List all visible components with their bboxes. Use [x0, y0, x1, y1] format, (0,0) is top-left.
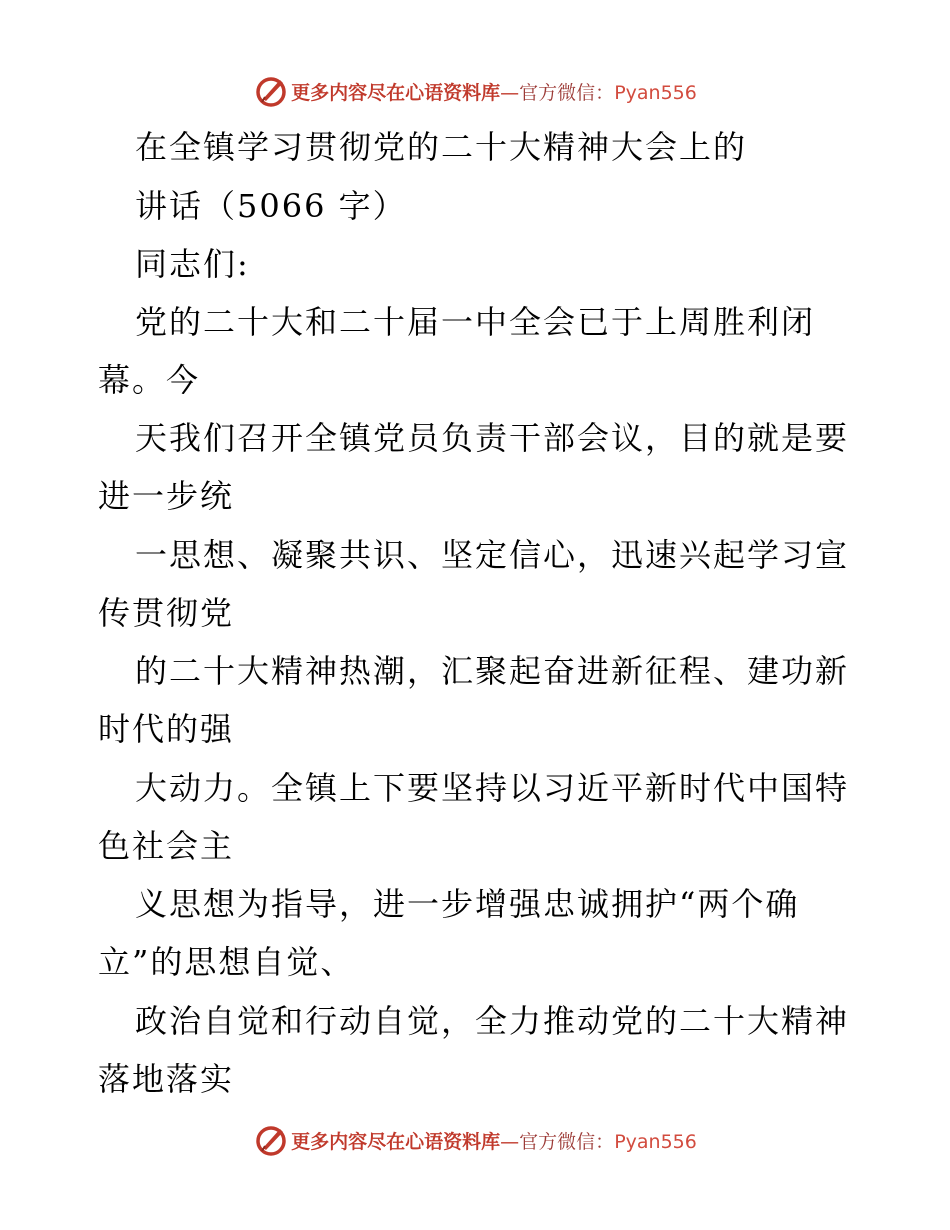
paragraph-line: 色社会主 [98, 827, 235, 865]
banner-dash: — [500, 1130, 520, 1153]
paragraph-line: 大动力。全镇上下要坚持以习近平新时代中国特 [135, 769, 850, 807]
paragraph-line: 义思想为指导，进一步增强忠诚拥护“两个确 [135, 885, 800, 923]
doc-title-line-2: 讲话（5066 字） [135, 187, 407, 225]
banner-wechat-label: 官方微信： [519, 1130, 615, 1153]
paragraph-line: 幕。今 [98, 361, 201, 399]
paragraph-line: 时代的强 [98, 710, 235, 748]
footer-watermark [0, 1120, 950, 1160]
paragraph-line: 党的二十大和二十届一中全会已于上周胜利闭 [135, 303, 816, 341]
paragraph-line: 立”的思想自觉、 [98, 943, 355, 981]
banner-wechat-id: Pyan556 [614, 1130, 697, 1153]
paragraph-line: 天我们召开全镇党员负责干部会议，目的就是要 [135, 419, 850, 457]
quill-logo-icon [253, 73, 289, 109]
paragraph-line: 一思想、凝聚共识、坚定信心，迅速兴起学习宣 [135, 536, 850, 574]
paragraph-line: 进一步统 [98, 477, 235, 515]
paragraph-line: 传贯彻党 [98, 594, 235, 632]
doc-title-line-1: 在全镇学习贯彻党的二十大精神大会上的 [135, 128, 748, 166]
banner-wechat-id: Pyan556 [614, 81, 697, 104]
paragraph-line: 落地落实 [98, 1060, 235, 1098]
salutation: 同志们: [135, 245, 250, 283]
paragraph-line: 政治自觉和行动自觉，全力推动党的二十大精神 [135, 1002, 850, 1040]
quill-logo-icon [253, 1122, 289, 1158]
banner-site-name: 更多内容尽在心语资料库 [291, 1130, 501, 1153]
banner-wechat-label: 官方微信： [519, 81, 615, 104]
banner-dash: — [500, 81, 520, 104]
header-watermark [0, 71, 950, 111]
banner-site-name: 更多内容尽在心语资料库 [291, 81, 501, 104]
paragraph-line: 的二十大精神热潮，汇聚起奋进新征程、建功新 [135, 652, 850, 690]
